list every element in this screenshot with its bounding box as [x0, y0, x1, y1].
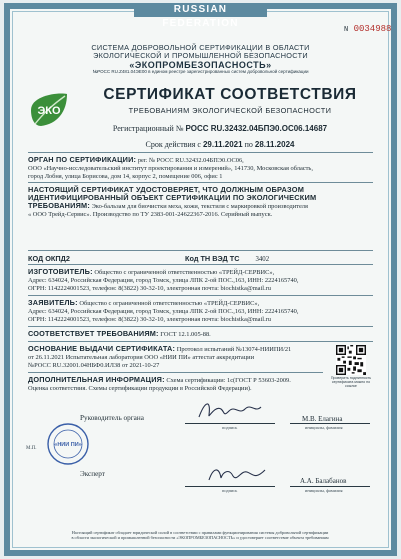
- divider: [28, 326, 373, 327]
- expert-label: Эксперт: [80, 470, 105, 478]
- divider: [28, 264, 373, 265]
- statement-line-2: ИДЕНТИФИЦИРОВАННЫЙ ОБЪЕКТ СЕРТИФИКАЦИИ ПО ЭКОЛОГИЧЕСКИМ: [28, 193, 317, 202]
- head-name-caption: инициалы, фамилия: [305, 425, 343, 430]
- statement-object-2: « ООО Трейд-Сервис». Производство по ТУ 2383-001-24622367-2016. Серийный выпуск.: [28, 211, 273, 218]
- organization-stamp-icon: [46, 422, 90, 466]
- basis-text-3: №РОСС RU.32001.04НБФ0.ИЛ38 от 2021-10-27: [28, 362, 160, 369]
- divider: [28, 250, 373, 251]
- validity-from: 29.11.2021: [202, 140, 243, 149]
- organ-text-1: рег. № РОСС RU.32432.04БПЭ0.ОС06,: [137, 157, 244, 164]
- statement-section: [28, 186, 373, 219]
- extra-info-label: ДОПОЛНИТЕЛЬНАЯ ИНФОРМАЦИЯ:: [28, 375, 165, 384]
- expert-sign-line: [185, 486, 275, 487]
- qr-code-icon[interactable]: [336, 345, 366, 375]
- system-registry: №РОСС RU.Z481.04ЭЕ00 в едином реестре зарегистрированных систем добровольной сертификации: [92, 68, 309, 74]
- applicant-text-2: Адрес: 634024, Российская Федерация, город Томск, улица ЛПК 2-ой ПОС.,163, ИНН: 2224165740,: [28, 308, 299, 315]
- requirements-text: ГОСТ 12.1.005-88.: [160, 331, 211, 338]
- requirements-section: [28, 330, 373, 339]
- qr-caption: Проверить подлинность сертификата можно по ссылке: [330, 376, 372, 389]
- applicant-label: ЗАЯВИТЕЛЬ:: [28, 298, 78, 307]
- stamp-mp: М.П.: [26, 446, 37, 451]
- applicant-text-1: Общество с ограниченной ответственностью «ТРЕЙД-СЕРВИС»,: [79, 300, 260, 307]
- organ-label: ОРГАН ПО СЕРТИФИКАЦИИ:: [28, 155, 137, 164]
- extra-info-text-2: Оценка соответствия. Схемы сертификации продукции в Российской Федерации).: [28, 385, 252, 392]
- legal-footer: [40, 530, 360, 540]
- organ-section: [28, 156, 373, 181]
- validity-to-label: по: [244, 140, 253, 149]
- organ-text-2: ООО «Научно-исследовательский институт проектирования и измерений», 141730, Московская область,: [28, 165, 313, 172]
- footer-line-2: в области экологической и промышленной безопасности «ЭКОПРОМБЕЗОПАСНОСТЬ» и удостоверяет соответствие объекта требованиям: [71, 535, 329, 541]
- extra-info-section: [28, 376, 328, 393]
- certificate-subtitle: ТРЕБОВАНИЯМ ЭКОЛОГИЧЕСКОЙ БЕЗОПАСНОСТИ: [128, 106, 332, 115]
- extra-info-text-1: Схема сертификации: 1с(ГОСТ Р 53603-2009.: [166, 377, 291, 384]
- registration-number: [60, 124, 380, 133]
- tn-ved-code: [185, 254, 269, 263]
- validity-period: [60, 140, 380, 149]
- requirements-label: СООТВЕТСТВУЕТ ТРЕБОВАНИЯМ:: [28, 329, 159, 338]
- registration-label: Регистрационный №: [112, 124, 184, 133]
- head-sign-line: [185, 423, 275, 424]
- divider: [28, 182, 373, 183]
- tn-ved-value: 3402: [255, 256, 270, 263]
- expert-sign-caption: подпись: [222, 488, 238, 493]
- okpd-code: [28, 254, 70, 263]
- divider: [28, 295, 373, 296]
- tn-ved-label: Код ТН ВЭД ТС: [185, 254, 240, 263]
- basis-text-1: Протокол испытаний №13074-НИИПИ/21: [176, 346, 292, 353]
- head-signature-icon: [195, 397, 265, 423]
- basis-text-2: от 26.11.2021 Испытательная лаборатория ООО «НИИ ПИ» аттестат аккредитации: [28, 354, 255, 361]
- head-name-line: [290, 423, 370, 424]
- system-line-1: СИСТЕМА ДОБРОВОЛЬНОЙ СЕРТИФИКАЦИИ В ОБЛАСТИ: [91, 43, 310, 52]
- applicant-text-3: ОГРН: 1142224001523, телефон: 8(3822) 30-32-10, электронная почта: biochistka@mail.ru: [28, 316, 271, 323]
- organ-text-3: город Лобня, улица Борисова, дом 14, корпус 2, помещение 006, офис 1: [28, 173, 223, 180]
- serial-number: [344, 24, 391, 34]
- manufacturer-text-3: ОГРН: 1142224001523, телефон: 8(3822) 30-32-10, электронная почта: biochistka@mail.ru: [28, 285, 271, 292]
- divider: [28, 341, 373, 342]
- head-label: Руководитель органа: [80, 414, 144, 422]
- validity-to: 28.11.2024: [254, 140, 295, 149]
- statement-line-1: НАСТОЯЩИЙ СЕРТИФИКАТ УДОСТОВЕРЯЕТ, ЧТО ДОЛЖНЫМ ОБРАЗОМ: [28, 185, 305, 194]
- registration-value: РОСС RU.32432.04БПЭ0.ОС06.14687: [185, 124, 328, 133]
- country-banner: RUSSIAN FEDERATION: [134, 3, 267, 17]
- okpd-label: КОД ОКПД2: [28, 254, 70, 263]
- expert-signature-icon: [205, 462, 271, 486]
- manufacturer-label: ИЗГОТОВИТЕЛЬ:: [28, 267, 93, 276]
- manufacturer-section: [28, 268, 373, 293]
- manufacturer-text-2: Адрес: 634024, Российская Федерация, город Томск, улица ЛПК 2-ой ПОС.,163, ИНН: 2224165740,: [28, 277, 299, 284]
- applicant-section: [28, 299, 373, 324]
- serial-value: 0034988: [353, 24, 392, 34]
- head-name: М.В. Елагина: [302, 415, 343, 423]
- system-line-2: ЭКОЛОГИЧЕСКОЙ И ПРОМЫШЛЕННОЙ БЕЗОПАСНОСТИ: [93, 51, 308, 61]
- basis-section: [28, 345, 328, 370]
- certificate-title: СЕРТИФИКАТ СООТВЕТСТВИЯ: [103, 86, 357, 103]
- stamp-text: «НИИ ПИ»: [54, 442, 82, 448]
- expert-name-caption: инициалы, фамилия: [305, 488, 343, 493]
- manufacturer-text-1: Общество с ограниченной ответственностью «ТРЕЙД-СЕРВИС»,: [94, 269, 275, 276]
- divider: [28, 372, 323, 373]
- footer-line-1: Настоящий сертификат обладает юридической силой в соответствии с правилами функционирования системы добровольной сертификации: [71, 530, 329, 535]
- head-sign-caption: подпись: [222, 425, 238, 430]
- system-name: «ЭКОПРОМБЕЗОПАСНОСТЬ»: [129, 59, 272, 70]
- expert-name: А.А. Балабанов: [300, 477, 347, 485]
- statement-requirements-label: ТРЕБОВАНИЯМ:: [28, 201, 90, 210]
- basis-label: ОСНОВАНИЕ ВЫДАЧИ СЕРТИФИКАТА:: [28, 344, 176, 353]
- logo-text: ЭКО: [37, 105, 61, 117]
- validity-label: Срок действия с: [145, 140, 201, 149]
- expert-name-line: [290, 486, 370, 487]
- statement-object: Эко-бальзам для биочистки меха, кожи, текстиля с маркировкой производителя: [91, 203, 308, 210]
- divider: [28, 152, 373, 153]
- serial-prefix: N: [344, 26, 349, 34]
- certification-system: [28, 44, 373, 75]
